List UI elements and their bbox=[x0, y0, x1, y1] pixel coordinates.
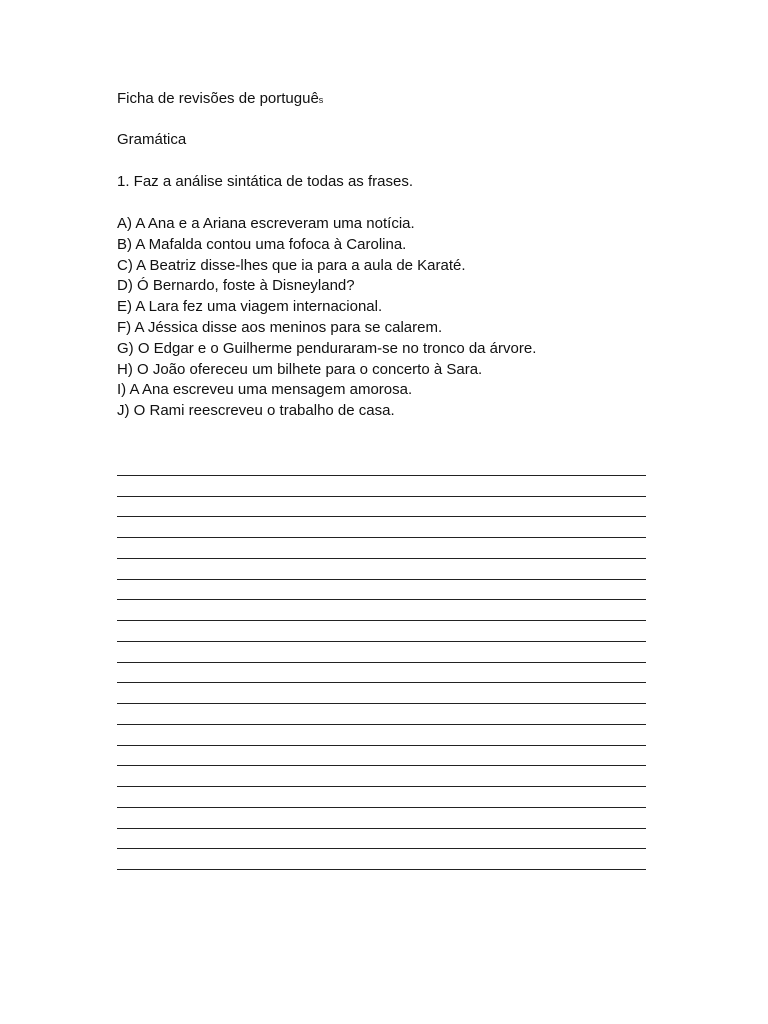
answer-line bbox=[117, 600, 646, 621]
answer-line bbox=[117, 663, 646, 684]
sentence-item: C) A Beatriz disse-lhes que ia para a aula de Karaté. bbox=[117, 256, 466, 274]
worksheet-title-last-letter: s bbox=[318, 95, 324, 105]
answer-line bbox=[117, 580, 646, 601]
answer-line bbox=[117, 849, 646, 870]
sentence-item: D) Ó Bernardo, foste à Disneyland? bbox=[117, 277, 355, 295]
answer-line bbox=[117, 455, 646, 476]
answer-line bbox=[117, 808, 646, 829]
sentence-item: H) O João ofereceu um bilhete para o concerto à Sara. bbox=[117, 360, 483, 378]
answer-line bbox=[117, 704, 646, 725]
answer-line bbox=[117, 725, 646, 746]
answer-line bbox=[117, 787, 646, 808]
answer-line bbox=[117, 683, 646, 704]
answer-lines bbox=[117, 455, 646, 870]
answer-line bbox=[117, 497, 646, 518]
sentence-item: F) A Jéssica disse aos meninos para se calarem. bbox=[117, 318, 443, 336]
answer-line bbox=[117, 476, 646, 497]
answer-line bbox=[117, 538, 646, 559]
answer-line bbox=[117, 642, 646, 663]
sentence-item: J) O Rami reescreveu o trabalho de casa. bbox=[117, 402, 395, 420]
section-heading: Gramática bbox=[117, 131, 187, 148]
answer-line bbox=[117, 559, 646, 580]
sentence-list bbox=[117, 214, 536, 422]
answer-line bbox=[117, 766, 646, 787]
sentence-item: B) A Mafalda contou uma fofoca à Carolina. bbox=[117, 235, 407, 253]
sentence-item: G) O Edgar e o Guilherme penduraram-se no tronco da árvore. bbox=[117, 339, 537, 357]
answer-line bbox=[117, 621, 646, 642]
question-instruction: 1. Faz a análise sintática de todas as frases. bbox=[117, 173, 413, 190]
sentence-item: I) A Ana escreveu uma mensagem amorosa. bbox=[117, 381, 413, 399]
answer-line bbox=[117, 829, 646, 850]
answer-line bbox=[117, 746, 646, 767]
sentence-item: A) A Ana e a Ariana escreveram uma notícia. bbox=[117, 215, 415, 232]
sentence-item: E) A Lara fez uma viagem internacional. bbox=[117, 298, 383, 316]
worksheet-title bbox=[117, 90, 323, 107]
worksheet-title-main: Ficha de revisões de portuguê bbox=[117, 90, 319, 107]
answer-line bbox=[117, 517, 646, 538]
